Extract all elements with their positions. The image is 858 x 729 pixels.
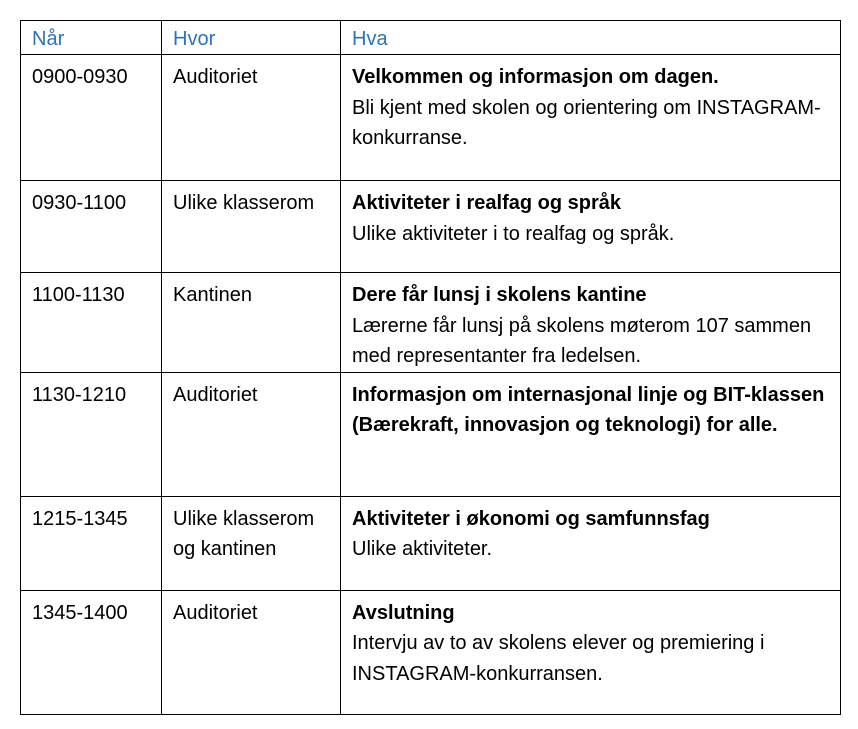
activity-title: Velkommen og informasjon om dagen. [352, 66, 719, 88]
activity-description: Intervju av to av skolens elever og premiering i INSTAGRAM-konkurransen. [352, 632, 765, 685]
cell-what [341, 372, 841, 496]
table-row [21, 55, 841, 181]
cell-what [341, 273, 841, 373]
activity-title: Aktiviteter i økonomi og samfunnsfag [352, 507, 710, 530]
cell-what [341, 55, 841, 181]
cell-when: 1130-1210 [21, 372, 162, 496]
activity-title: Informasjon om internasjonal linje og BIT-klassen (Bærekraft, innovasjon og teknologi) for alle. [352, 383, 825, 436]
table-row [21, 181, 841, 273]
cell-where: Ulike klasserom og kantinen [162, 496, 341, 590]
activity-description: Ulike aktiviteter i to realfag og språk. [352, 222, 675, 245]
activity-description: Ulike aktiviteter. [352, 538, 493, 560]
cell-what [341, 590, 841, 714]
cell-when: 1100-1130 [21, 273, 162, 373]
schedule-table [20, 20, 841, 715]
cell-where: Auditoriet [162, 55, 341, 181]
cell-when: 0900-0930 [21, 55, 162, 181]
cell-where: Auditoriet [162, 590, 341, 714]
header-where: Hvor [162, 21, 341, 55]
activity-title: Avslutning [352, 601, 455, 624]
cell-what [341, 181, 841, 273]
cell-where: Auditoriet [162, 372, 341, 496]
activity-title: Dere får lunsj i skolens kantine [352, 284, 647, 306]
cell-when: 1345-1400 [21, 590, 162, 714]
activity-title: Aktiviteter i realfag og språk [352, 192, 621, 214]
cell-where: Ulike klasserom [162, 181, 341, 273]
header-when: Når [21, 21, 162, 55]
cell-where: Kantinen [162, 273, 341, 373]
cell-when: 0930-1100 [21, 181, 162, 273]
cell-when: 1215-1345 [21, 496, 162, 590]
activity-description: Lærerne får lunsj på skolens møterom 107 sammen med representanter fra ledelsen. [352, 314, 812, 367]
table-row [21, 372, 841, 496]
table-row [21, 496, 841, 590]
table-header-row [21, 21, 841, 55]
table-row [21, 273, 841, 373]
cell-what [341, 496, 841, 590]
header-what: Hva [341, 21, 841, 55]
activity-description: Bli kjent med skolen og orientering om INSTAGRAM-konkurranse. [352, 96, 821, 149]
table-row [21, 590, 841, 714]
